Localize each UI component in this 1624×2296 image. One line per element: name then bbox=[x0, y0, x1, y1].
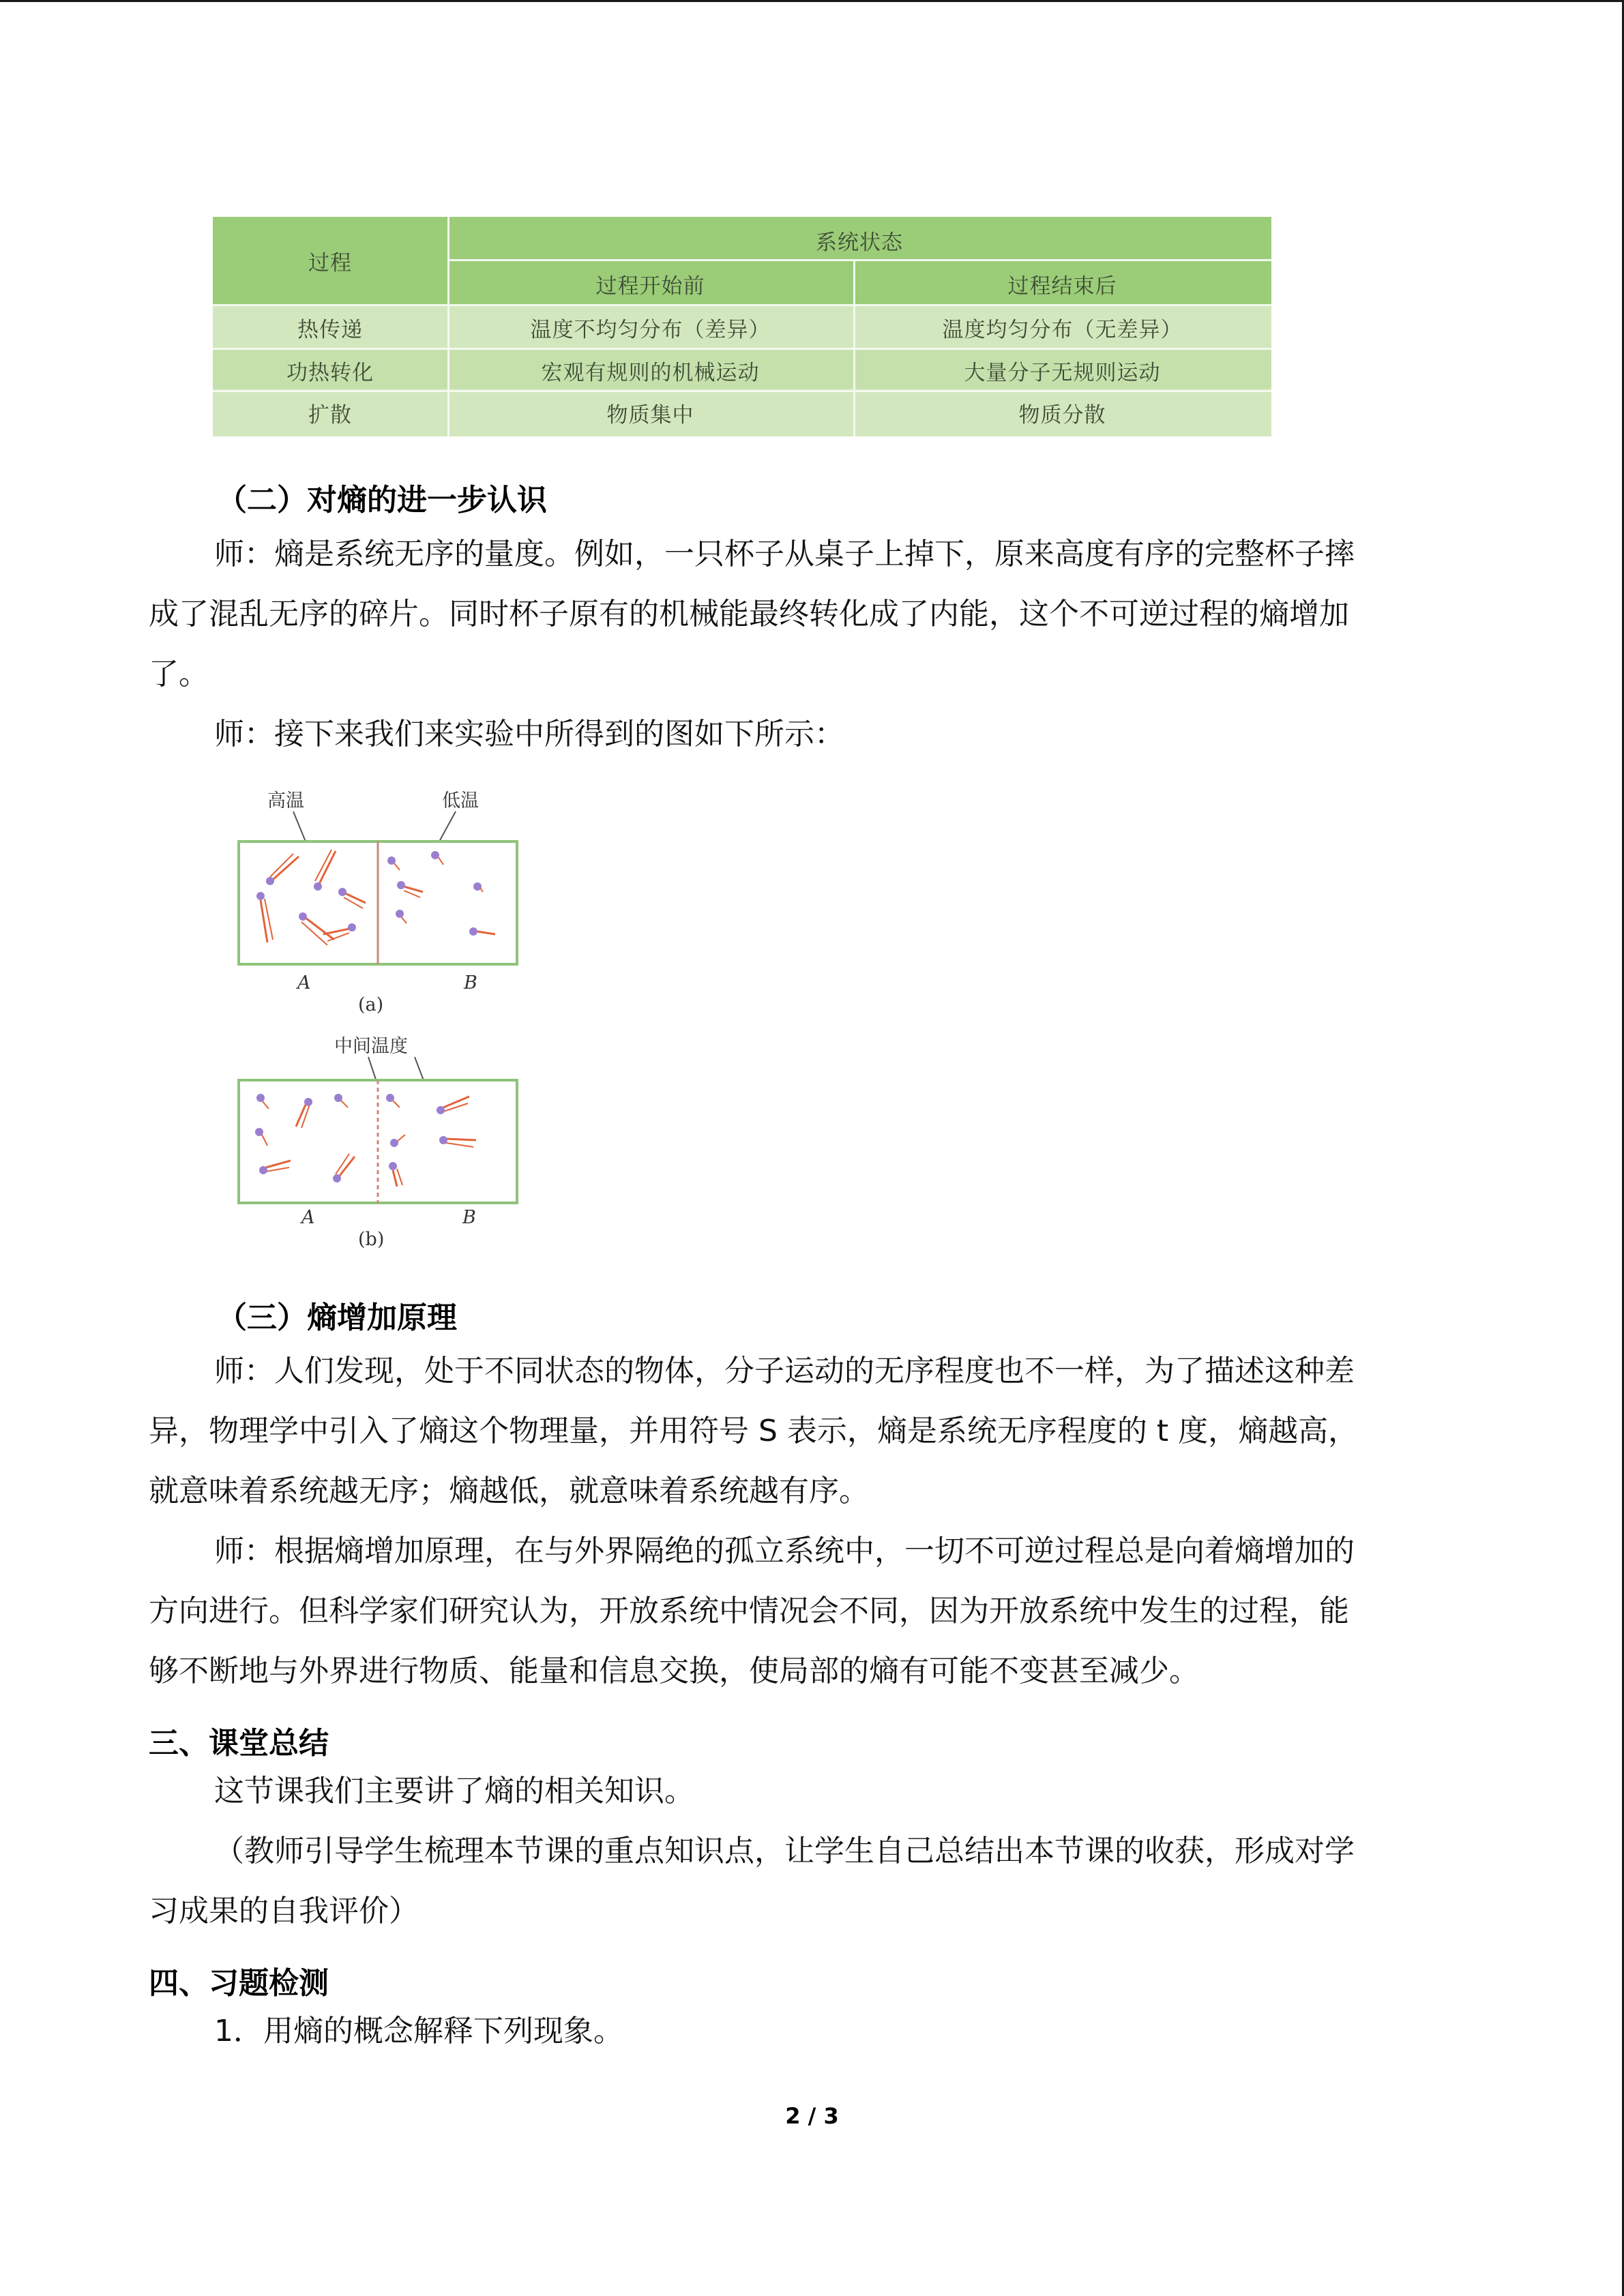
figure-caption-a: (a) bbox=[358, 994, 384, 1015]
paragraph-line: 这节课我们主要讲了熵的相关知识。 bbox=[214, 1774, 694, 1808]
table-cell-before: 物质集中 bbox=[606, 403, 694, 428]
table-cell-before: 宏观有规则的机械运动 bbox=[541, 361, 760, 385]
table-divider bbox=[213, 304, 1271, 306]
paragraph-line: （教师引导学生梳理本节课的重点知识点，让学生自己总结出本节课的收获，形成对学 bbox=[214, 1834, 1355, 1868]
exercise-item: 1．用熵的概念解释下列现象。 bbox=[214, 2014, 623, 2048]
table-divider bbox=[213, 348, 1271, 350]
figure-drawing bbox=[225, 777, 546, 1268]
figure-label-b: B bbox=[464, 972, 477, 994]
table-cell-after: 温度均匀分布（无差异） bbox=[942, 318, 1183, 342]
table-cell-after: 大量分子无规则运动 bbox=[964, 361, 1161, 385]
leader-line bbox=[439, 811, 456, 841]
paragraph-line: 师：接下来我们来实验中所得到的图如下所示： bbox=[214, 717, 844, 751]
figure-label-b: B bbox=[462, 1207, 476, 1228]
section-heading-entropy-principle: （三）熵增加原理 bbox=[217, 1300, 457, 1335]
section-heading-summary: 三、课堂总结 bbox=[149, 1726, 329, 1761]
paragraph-line: 习成果的自我评价） bbox=[149, 1894, 419, 1928]
paragraph-line: 够不断地与外界进行物质、能量和信息交换，使局部的熵有可能不变甚至减少。 bbox=[149, 1654, 1199, 1688]
entropy-diffusion-figure bbox=[225, 777, 546, 1268]
paragraph-line: 了。 bbox=[149, 657, 209, 691]
process-state-table bbox=[213, 217, 1271, 436]
table-header-process: 过程 bbox=[308, 251, 352, 275]
leader-line bbox=[293, 811, 306, 841]
page-number: 2 / 3 bbox=[785, 2103, 839, 2129]
table-header-state: 系统状态 bbox=[816, 230, 903, 255]
table-cell-process: 热传递 bbox=[297, 318, 363, 342]
table-header-after: 过程结束后 bbox=[1007, 274, 1117, 299]
figure-caption-b: (b) bbox=[358, 1229, 385, 1250]
section-heading-entropy-further: （二）对熵的进一步认识 bbox=[217, 483, 547, 518]
table-cell-after: 物质分散 bbox=[1018, 403, 1106, 428]
paragraph-line: 方向进行。但科学家们研究认为，开放系统中情况会不同，因为开放系统中发生的过程，能 bbox=[149, 1594, 1349, 1628]
table-header-before: 过程开始前 bbox=[595, 274, 705, 299]
figure-label-a: A bbox=[301, 1207, 315, 1228]
paragraph-line: 师：熵是系统无序的量度。例如，一只杯子从桌子上掉下，原来高度有序的完整杯子摔 bbox=[214, 537, 1355, 571]
section-heading-exercise: 四、习题检测 bbox=[149, 1966, 329, 2001]
paragraph-line: 师：根据熵增加原理，在与外界隔绝的孤立系统中，一切不可逆过程总是向着熵增加的 bbox=[214, 1534, 1355, 1568]
figure-label-high-temp: 高温 bbox=[267, 790, 304, 811]
paragraph-line: 异，物理学中引入了熵这个物理量，并用符号 S 表示，熵是系统无序程度的 t 度，熵越高， bbox=[149, 1414, 1359, 1448]
paragraph-line: 师：人们发现，处于不同状态的物体，分子运动的无序程度也不一样，为了描述这种差 bbox=[214, 1354, 1355, 1388]
table-divider bbox=[213, 390, 1271, 392]
paragraph-line: 就意味着系统越无序；熵越低，就意味着系统越有序。 bbox=[149, 1474, 869, 1508]
figure-label-mid-temp: 中间温度 bbox=[334, 1036, 408, 1057]
page-top-border bbox=[0, 0, 1624, 2]
table-cell-process: 扩散 bbox=[308, 403, 352, 428]
figure-label-a: A bbox=[297, 972, 311, 994]
figure-label-low-temp: 低温 bbox=[442, 790, 479, 811]
table-cell-before: 温度不均匀分布（差异） bbox=[530, 318, 771, 342]
table-cell-process: 功热转化 bbox=[286, 361, 374, 385]
paragraph-line: 成了混乱无序的碎片。同时杯子原有的机械能最终转化成了内能，这个不可逆过程的熵增加 bbox=[149, 597, 1349, 631]
table-divider bbox=[447, 259, 1271, 261]
